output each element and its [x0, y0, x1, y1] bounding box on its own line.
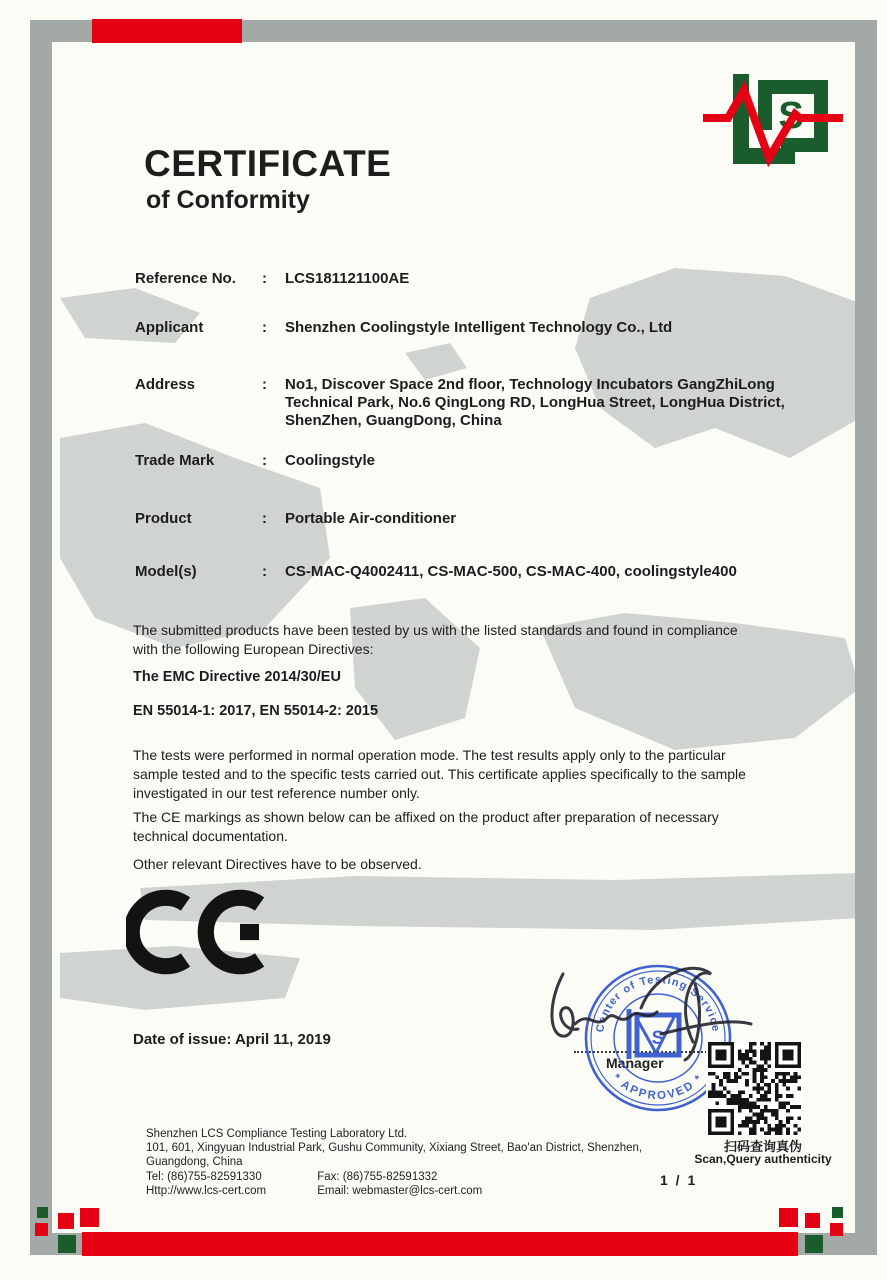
field-value: LCS181121100AE: [285, 270, 410, 287]
issuer-company: Shenzhen LCS Compliance Testing Laboratory Ltd.: [146, 1128, 408, 1140]
field-value: Coolingstyle: [285, 452, 376, 469]
paragraph-line: investigated in our test reference number only.: [133, 785, 420, 801]
field-row-product: [135, 510, 790, 528]
paragraph-line: with the following European Directives:: [133, 641, 374, 657]
field-label: Address: [135, 376, 196, 393]
signatory-role: Manager: [606, 1055, 664, 1071]
field-colon: :: [262, 376, 267, 393]
field-value: Shenzhen Coolingstyle Intelligent Technology Co., Ltd: [285, 319, 673, 336]
field-value: [285, 376, 790, 430]
field-label: Applicant: [135, 319, 204, 336]
field-row-applicant: [135, 319, 790, 337]
deco-square-green: [37, 1207, 48, 1218]
field-colon: :: [262, 452, 267, 469]
field-label: Reference No.: [135, 270, 236, 287]
border-top-red-segment: [92, 19, 242, 43]
page-number: 1 / 1: [660, 1172, 698, 1188]
logo-letter: S: [778, 95, 804, 137]
stamp-logo-letter: S: [651, 1028, 665, 1049]
field-row-models: [135, 563, 790, 581]
qr-caption-en: Scan,Query authenticity: [694, 1152, 832, 1166]
tests-note: [133, 746, 746, 803]
issuer-fax: Fax: (86)755-82591332: [317, 1170, 438, 1183]
field-value: CS-MAC-Q4002411, CS-MAC-500, CS-MAC-400, coolingstyle400: [285, 563, 737, 580]
stamp-top-text: Center of Testing Service: [594, 973, 722, 1034]
deco-square-red: [80, 1208, 99, 1227]
qr-caption-cn: 扫码查询真伪: [723, 1139, 802, 1154]
deco-square-red: [58, 1213, 74, 1229]
border-right-bar: [855, 20, 877, 1255]
deco-square-red: [830, 1223, 843, 1236]
border-bottom-red-segment: [82, 1232, 798, 1256]
deco-square-green: [805, 1235, 823, 1253]
border-left-bar: [30, 20, 52, 1255]
other-directives-note: Other relevant Directives have to be observed.: [133, 856, 422, 872]
field-row-reference: [135, 270, 790, 288]
qr-code: [706, 1042, 803, 1135]
paragraph-line: The submitted products have been tested by us with the listed standards and found in compliance: [133, 622, 738, 638]
stamp-bottom-text: * APPROVED *: [609, 1071, 707, 1103]
ce-note: [133, 808, 719, 846]
emc-directive: The EMC Directive 2014/30/EU: [133, 669, 341, 685]
issuer-address-line2: Guangdong, China: [146, 1156, 243, 1169]
date-of-issue: Date of issue: April 11, 2019: [133, 1031, 331, 1048]
field-label: Product: [135, 510, 192, 527]
deco-square-green: [832, 1207, 843, 1218]
field-row-address: [135, 376, 790, 430]
issuer-footer: [146, 1127, 642, 1198]
qr-code-svg: [706, 1042, 803, 1135]
paragraph-line: sample tested and to the specific tests carried out. This certificate applies specifically to the sample: [133, 766, 746, 782]
certificate-title: CERTIFICATE: [144, 143, 392, 184]
field-colon: :: [262, 563, 267, 580]
issuer-email: Email: webmaster@lcs-cert.com: [317, 1184, 483, 1197]
field-label: Model(s): [135, 563, 197, 580]
issuer-tel: Tel: (86)755-82591330: [146, 1170, 262, 1183]
lcs-logo-icon: [703, 72, 843, 167]
address-line: ShenZhen, GuangDong, China: [285, 412, 502, 429]
field-colon: :: [262, 510, 267, 527]
standards-list: EN 55014-1: 2017, EN 55014-2: 2015: [133, 703, 379, 719]
address-line: No1, Discover Space 2nd floor, Technology Incubators GangZhiLong: [285, 376, 775, 393]
ce-mark-icon: [126, 884, 278, 980]
deco-square-green: [58, 1235, 76, 1253]
address-line: Technical Park, No.6 QingLong RD, LongHua Street, LongHua District,: [285, 394, 785, 411]
field-colon: :: [262, 319, 267, 336]
paragraph-line: The tests were performed in normal operation mode. The test results apply only to the particular: [133, 747, 726, 763]
field-label: Trade Mark: [135, 452, 215, 469]
paragraph-line: technical documentation.: [133, 828, 288, 844]
issuer-address-line1: 101, 601, Xingyuan Industrial Park, Gushu Community, Xixiang Street, Bao'an District, Shenzhen,: [146, 1142, 643, 1155]
deco-square-red: [805, 1213, 820, 1228]
compliance-intro: [133, 621, 738, 659]
issuer-web: Http://www.lcs-cert.com: [146, 1184, 267, 1197]
deco-square-red: [779, 1208, 798, 1227]
certificate-subtitle: of Conformity: [146, 186, 310, 214]
field-value: Portable Air-conditioner: [285, 510, 457, 527]
paragraph-line: The CE markings as shown below can be affixed on the product after preparation of necessary: [133, 809, 719, 825]
field-colon: :: [262, 270, 267, 287]
field-row-trademark: [135, 452, 790, 470]
deco-square-red: [35, 1223, 48, 1236]
